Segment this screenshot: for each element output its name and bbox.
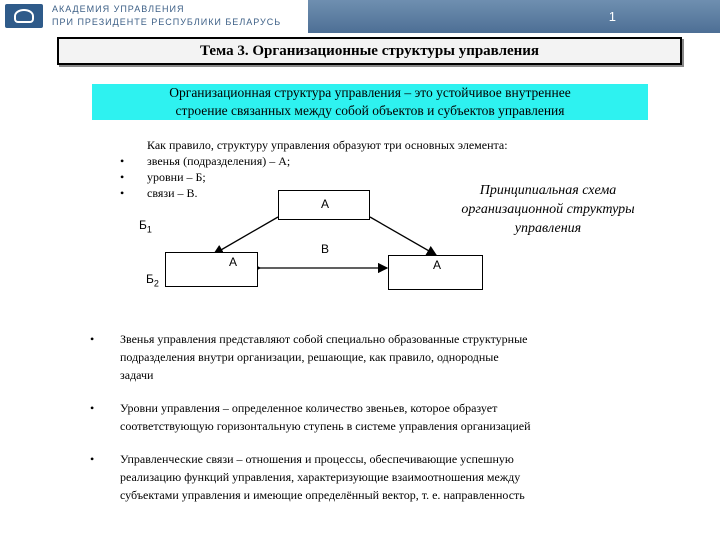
unit-box-top [278,190,370,220]
bullet-icon: • [90,401,95,415]
paragraph-line: субъектами управления и имеющие определённый вектор, т. е. направленность [120,488,525,502]
caption-line-3: управления [514,221,582,236]
unit-label: А [229,255,238,269]
paragraph-line: задачи [120,368,154,382]
link-arrow-right [370,217,436,255]
unit-label: А [321,197,330,211]
slide-title: Тема 3. Организационные структуры управления [57,37,682,65]
level-label-2: $Б_2$ [146,272,159,289]
unit-label: А [433,258,442,272]
paragraph-line: Уровни управления – определенное количество звеньев, которое образует [120,401,498,415]
link-arrow-left [214,217,278,254]
paragraph-levels [90,399,634,435]
paragraph-units [90,330,634,384]
caption-line-1: Принципиальная схема [479,183,617,198]
unit-box-left [165,252,258,287]
paragraph-line: соответствующую горизонтальную ступень в системе управления организацией [120,419,531,433]
paragraph-line: Звенья управления представляют собой специально образованные структурные [120,332,528,346]
slide-number: 1 [608,9,616,24]
level-label-1: $Б_1$ [139,218,152,235]
list-item: • уровни – Б; [120,169,508,185]
paragraph-line: подразделения внутри организации, решающие, как правило, однородные [120,350,499,364]
bullet-icon: • [90,332,95,346]
list-item: • звенья (подразделения) – А; [120,153,508,169]
caption-line-2: организационной структуры [461,202,635,217]
logo-line-1: АКАДЕМИЯ УПРАВЛЕНИЯ [52,4,185,14]
bullet-icon: • [90,452,95,466]
list-item: • связи – В. [120,185,508,201]
paragraph-line: Управленческие связи – отношения и процессы, обеспечивающие успешную [120,452,514,466]
paragraph-line: реализацию функций управления, характеризующие взаимоотношения между [120,470,521,484]
definition-line-2: строение связанных между собой объектов и субъектов управления [175,103,565,118]
unit-box-right [388,255,483,290]
logo-line-2: ПРИ ПРЕЗИДЕНТЕ РЕСПУБЛИКИ БЕЛАРУСЬ [52,17,282,27]
link-label: В [321,242,330,256]
paragraph-links [90,450,634,504]
elements-intro: Как правило, структуру управления образуют три основных элемента: [147,138,508,152]
definition-line-1: Организационная структура управления – это устойчивое внутреннее [169,85,571,100]
